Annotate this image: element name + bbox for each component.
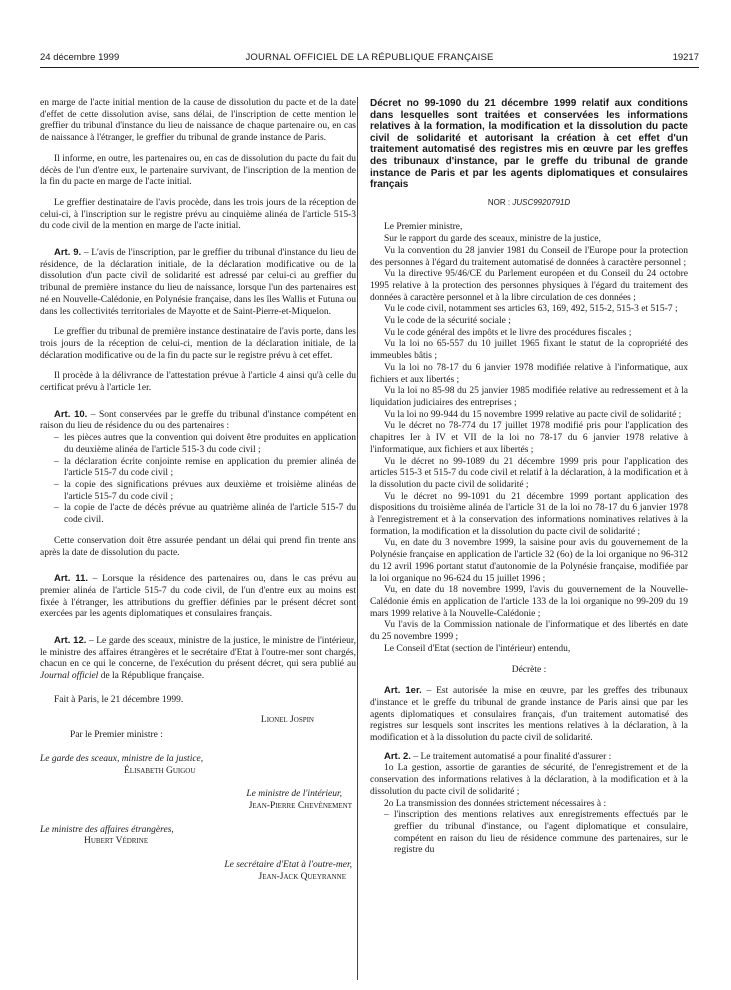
article-label: Art. 12. xyxy=(54,635,87,647)
paragraph: Cette conservation doit être assurée pendant un délai qui prend fin trente ans après la date de dissolution du pacte. xyxy=(40,535,356,558)
list-item: – les pièces autres que la convention qui doivent être produites en application du deuxième alinéa de l'article 515-3 du code civil ; xyxy=(54,433,356,456)
visa: Le Conseil d'Etat (section de l'intérieur) entendu, xyxy=(384,643,571,654)
article-label: Art. 2. xyxy=(384,750,411,762)
article-10-list xyxy=(40,433,356,527)
article-label: Art. 11. xyxy=(54,573,88,585)
paragraph: Il informe, en outre, les partenaires ou, en cas de dissolution du pacte du fait du décès de l'un d'entre eux, le partenaire survivant, de l'inscription de la mention de la fin du pacte en marge de l'acte initial. xyxy=(40,153,356,188)
visa: Vu, en date du 3 novembre 1999, la saisine pour avis du gouvernement de la Polynésie française en application de l'article 32 (6o) de la loi organique no 96-312 du 12 avril 1996 portant statut d'autonomie de la Polynésie française, modifiée par la loi organique no 96-624 du 15 juillet 1996 ; xyxy=(370,538,688,584)
secretaire-outre-mer-name: Jean-Jack Queyranne xyxy=(258,871,346,882)
visa: Vu la convention du 28 janvier 1981 du Conseil de l'Europe pour la protection des personnes à l'égard du traitement automatisé de données à caractère personnel ; xyxy=(370,245,688,268)
garde-des-sceaux-title: Le garde des sceaux, ministre de la justice, xyxy=(40,753,204,764)
fait-a-paris: Fait à Paris, le 21 décembre 1999. xyxy=(54,694,184,705)
garde-des-sceaux-name: Élisabeth Guigou xyxy=(124,765,196,776)
visa: Vu le code civil, notamment ses articles 63, 169, 492, 515-2, 515-3 et 515-7 ; xyxy=(384,304,678,315)
par-premier-ministre: Par le Premier ministre : xyxy=(70,730,163,741)
visa: Vu la loi no 65-557 du 10 juillet 1965 fixant le statut de la copropriété des immeubles bâtis ; xyxy=(370,339,688,362)
visa: Vu le décret no 99-1089 du 21 décembre 1999 pris pour l'application des articles 515-3 et 515-7 du code civil et relatif à la déclaration, à la modification et à la dissolution du pacte civil de solidarité ; xyxy=(370,456,688,490)
article-label: Art. 1er. xyxy=(384,685,422,697)
header-journal-title: JOURNAL OFFICIEL DE LA RÉPUBLIQUE FRANÇAISE xyxy=(245,52,494,63)
column-divider xyxy=(357,97,358,980)
article-label: Art. 10. xyxy=(54,408,88,420)
visa: Le Premier ministre, xyxy=(384,222,463,233)
paragraph: en marge de l'acte initial mention de la cause de dissolution du pacte et de la date d'effet de cette dissolution avise, sans délai, de l'inscription de cette mention le greffier du tribunal d'instance du lieu de naissance de chaque partenaire ou, en cas de naissance à l'étranger, le greffier du tribunal de grande instance de Paris. xyxy=(40,98,356,144)
list-item: – l'inscription des mentions relatives aux enregistrements effectués par le greffier du tribunal d'instance, ou l'agent diplomatique et consulaire, compétent en raison du lieu de résidence commune des partenaires, sur le registre du xyxy=(384,810,688,857)
article-12 xyxy=(40,635,356,683)
decret-title: Décret no 99-1090 du 21 décembre 1999 relatif aux conditions dans lesquelles sont traitées et conservées les informations relatives à la formation, la modification et la dissolution du pacte civil de solidarité et autorisant la création à cet effet d'un traitement automatisé des registres mis en œuvre par les greffes des tribunaux d'instance, par le greffe du tribunal de grande instance de Paris et par les agents diplomatiques et consulaires français xyxy=(370,98,688,191)
journal-officiel-ref: Journal officiel xyxy=(40,671,99,682)
paragraph: 1o La gestion, assortie de garanties de sécurité, de l'enregistrement et de la conservation des informations relatives à la déclaration, à la modification et à la dissolution du pacte civil de solidarité ; xyxy=(370,763,688,797)
article-text: – Le garde des sceaux, ministre de la justice, le ministre de l'intérieur, le ministre des affaires étrangères et le secrétaire d'Etat à l'outre-mer sont chargés, chacun en ce qui le concerne, de l'exécution du présent décret, qui sera publié au xyxy=(40,636,356,670)
ministre-affaires-etrangeres-title: Le ministre des affaires étrangères, xyxy=(40,824,174,835)
visa: Vu le code de la sécurité sociale ; xyxy=(384,316,511,327)
article-label: Art. 9. xyxy=(54,247,82,259)
decrete: Décrète : xyxy=(511,665,547,676)
list-item: – la copie des significations prévues aux deuxième et troisième alinéas de l'article 515-7 du code civil ; xyxy=(54,480,356,503)
visa: Vu, en date du 18 novembre 1999, l'avis du gouvernement de la Nouvelle-Calédonie émis en application de l'article 133 de la loi organique no 99-209 du 19 mars 1999 relative à la Nouvelle-Calédonie ; xyxy=(370,585,688,619)
visa: Vu la loi no 99-944 du 15 novembre 1999 relative au pacte civil de solidarité ; xyxy=(384,409,682,420)
paragraph: Le greffier du tribunal de première instance destinataire de l'avis porte, dans les trois jours de la réception de celui-ci, mention de la déclaration initiale, de la déclaration modificative ou de la fin du pacte sur le registre prévu à cet effet. xyxy=(40,327,356,361)
list-item: – la copie de l'acte de décès prévue au quatrième alinéa de l'article 515-7 du code civil. xyxy=(54,503,356,526)
nor-reference xyxy=(370,197,688,209)
article-11 xyxy=(40,573,356,621)
visa: Vu le décret no 78-774 du 17 juillet 1978 modifié pris pour l'application des chapitres Ier à IV et VII de la loi no 78-17 du 6 janvier 1978 relative à l'informatique, aux fichiers et aux libertés ; xyxy=(370,421,688,455)
header-date: 24 décembre 1999 xyxy=(40,52,120,63)
article-text: – Le traitement automatisé a pour finalité d'assurer : xyxy=(410,751,612,762)
article-10 xyxy=(40,409,356,433)
visa: Vu la loi no 78-17 du 6 janvier 1978 modifiée relative à l'informatique, aux fichiers et aux libertés ; xyxy=(370,362,688,385)
header-page-number: 19217 xyxy=(672,52,699,63)
article-9 xyxy=(40,247,356,318)
visa: Vu le code général des impôts et le livre des procédures fiscales ; xyxy=(384,327,632,338)
visa: Vu l'avis de la Commission nationale de l'informatique et des libertés en date du 25 novembre 1999 ; xyxy=(370,620,688,643)
nor-code: JUSC9920791D xyxy=(512,197,571,207)
header-rule xyxy=(40,67,699,68)
list-item: – la déclaration écrite conjointe remise en application du premier alinéa de l'article 515-7 du code civil ; xyxy=(54,457,356,480)
visa: Vu le décret no 99-1091 du 21 décembre 1999 portant application des dispositions du troisième alinéa de l'article 31 de la loi no 78-17 du 6 janvier 1978 à l'enregistrement et à la conservation des informations nominatives relatives à la formation, la modification et la dissolution du pacte civil de solidarité ; xyxy=(370,491,688,537)
ministre-affaires-etrangeres-name: Hubert Védrine xyxy=(84,836,149,847)
visa: Vu la loi no 85-98 du 25 janvier 1985 modifiée relative au redressement et à la liquidation judiciaires des entreprises ; xyxy=(370,386,688,408)
visa: Sur le rapport du garde des sceaux, ministre de la justice, xyxy=(384,234,601,245)
ministre-interieur-name: Jean-Pierre Chevènement xyxy=(248,801,352,812)
article-1 xyxy=(370,685,688,745)
paragraph: Le greffier destinataire de l'avis procède, dans les trois jours de la réception de celui-ci, à l'inscription sur le registre prévu au cinquième alinéa de l'article 515-3 du code civil de la mention en marge de l'acte initial. xyxy=(40,197,356,232)
paragraph: 2o La transmission des données strictement nécessaires à : xyxy=(384,798,607,809)
nor-label: NOR : xyxy=(487,197,511,207)
ministre-interieur-title: Le ministre de l'intérieur, xyxy=(246,789,342,800)
paragraph: Il procède à la délivrance de l'attestation prévue à l'article 4 ainsi qu'à celle du certificat prévu à l'article 1er. xyxy=(40,371,356,394)
article-text: – Sont conservées par le greffe du tribunal d'instance compétent en raison du lieu de résidence du ou des partenaires : xyxy=(40,409,356,432)
article-text-end: de la République française. xyxy=(98,671,205,682)
left-column xyxy=(40,98,356,884)
article-2-list xyxy=(370,810,688,857)
article-text: – L'avis de l'inscription, par le greffier du tribunal d'instance du lieu de résidence, de la déclaration initiale, de la déclaration modificative ou de la dissolution d'un pacte civil de solidarité est adressé par celui-ci au greffier du tribunal de première instance du lieu de naissance, lorsque l'un des partenaires est né en Nouvelle-Calédonie, en Polynésie française, dans les îles Wallis et Futuna ou dans les collectivités territoriales de Mayotte et de Saint-Pierre-et-Miquelon. xyxy=(40,248,356,317)
article-2 xyxy=(370,751,688,764)
right-column xyxy=(370,98,688,857)
signature-premier-ministre: Lionel Jospin xyxy=(260,714,314,725)
page-header xyxy=(40,52,699,68)
article-text: – Lorsque la résidence des partenaires ou, dans le cas prévu au premier alinéa de l'article 515-7 du code civil, de l'un d'entre eux au moins est fixée à l'étranger, les attributions du greffier définies par le présent décret sont exercées par les agents diplomatiques et consulaires français. xyxy=(40,574,356,620)
visa: Vu la directive 95/46/CE du Parlement européen et du Conseil du 24 octobre 1995 relative à la protection des personnes physiques à l'égard du traitement des données à caractère personnel et à la libre circulation de ces données ; xyxy=(370,269,688,303)
secretaire-outre-mer-title: Le secrétaire d'Etat à l'outre-mer, xyxy=(224,860,352,871)
article-text: – Est autorisée la mise en œuvre, par les greffes des tribunaux d'instance et le greffe du tribunal de grande instance de Paris ainsi que par les agents diplomatiques et consulaires français, d'un traitement automatisé des registres sur lesquels sont inscrites les mentions relatives à la déclaration, à la modification et à la dissolution du pacte civil de solidarité. xyxy=(370,686,688,743)
